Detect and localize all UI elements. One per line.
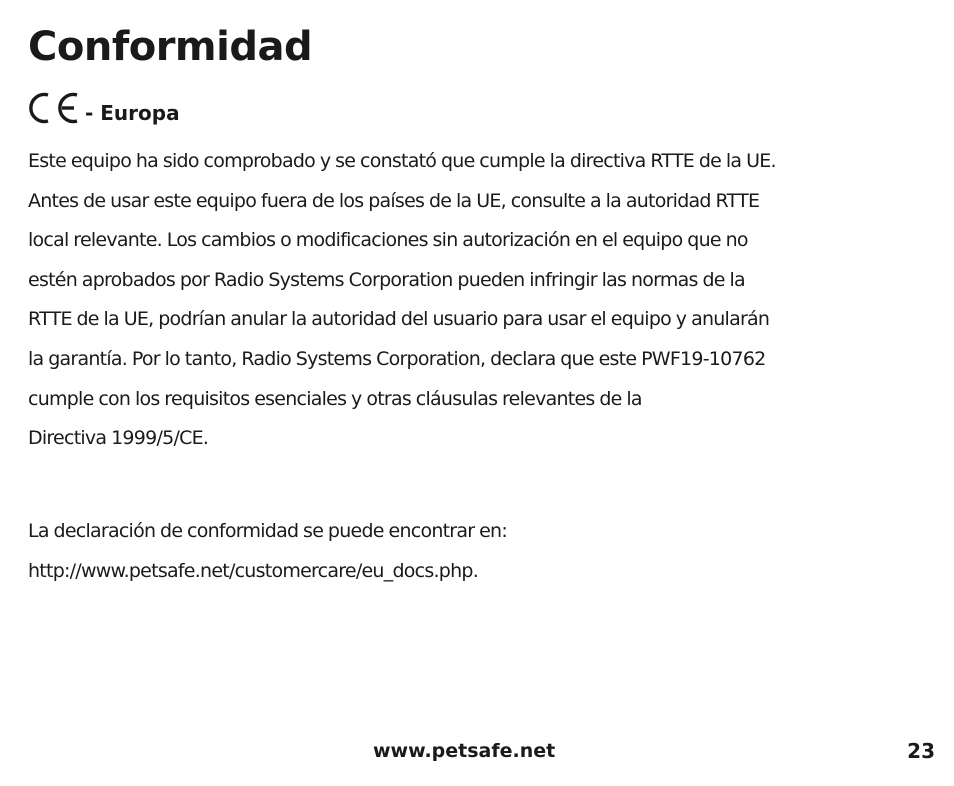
declaration-text: La declaración de conformidad se puede encontrar en: (28, 520, 507, 542)
paragraph-line: la garantía. Por lo tanto, Radio Systems Corporation, declara que este PWF19-10762 (28, 347, 766, 370)
footer-url: www.petsafe.net (373, 740, 556, 762)
paragraph-line: Este equipo ha sido comprobado y se constató que cumple la directiva RTTE de la UE. (28, 150, 776, 172)
paragraph-line: RTTE de la UE, podrían anular la autoridad del usuario para usar el equipo y anularán (28, 308, 770, 331)
page-number: 23 (907, 739, 935, 763)
declaration-paragraph (28, 512, 507, 591)
ce-section (29, 86, 180, 126)
paragraph-line: cumple con los requisitos esenciales y otras cláusulas relevantes de la (28, 387, 642, 410)
paragraph-line: Directiva 1999/5/CE. (28, 427, 209, 450)
paragraph-line: local relevante. Los cambios o modificaciones sin autorización en el equipo que no (28, 229, 748, 252)
conformity-paragraph (28, 142, 776, 459)
paragraph-line: estén aprobados por Radio Systems Corporation pueden infringir las normas de la (28, 268, 745, 291)
ce-mark-icon (29, 90, 83, 126)
page-title: Conformidad (28, 24, 313, 70)
region-label: - Europa (85, 101, 180, 125)
declaration-url: http://www.petsafe.net/customercare/eu_docs.php. (28, 559, 478, 582)
paragraph-line: Antes de usar este equipo fuera de los países de la UE, consulte a la autoridad RTTE (28, 189, 760, 212)
